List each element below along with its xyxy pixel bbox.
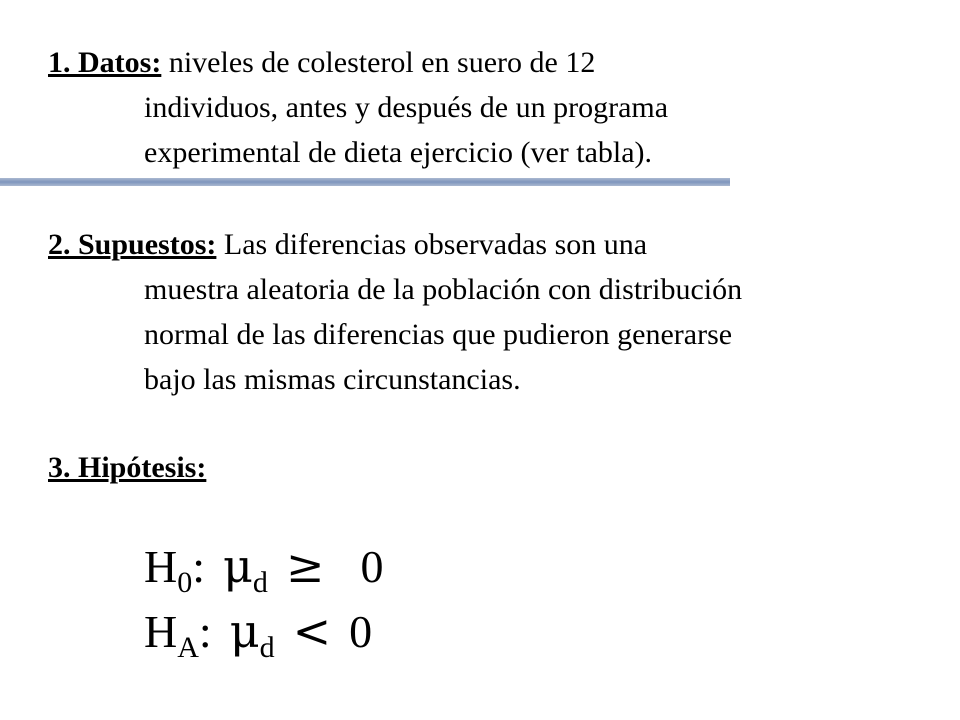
section-heading-datos: 1. Datos:: [48, 46, 162, 79]
section-text-supuestos-line-4: bajo las mismas circunstancias.: [144, 363, 521, 396]
section-datos: [48, 40, 908, 175]
alternative-hypothesis: [144, 603, 373, 664]
alternative-hypothesis-colon: :: [198, 606, 212, 657]
section-heading-supuestos: 2. Supuestos:: [48, 228, 217, 261]
title-divider-bar: [0, 178, 730, 186]
alternative-hypothesis-relation: <: [292, 604, 332, 658]
null-hypothesis-colon: :: [192, 541, 206, 592]
null-hypothesis-letter: H: [144, 541, 178, 592]
alternative-hypothesis-mu: μ: [229, 604, 260, 658]
alternative-hypothesis-letter: H: [144, 606, 178, 657]
null-hypothesis-subscript: 0: [177, 566, 193, 599]
section-text-supuestos-line-3: normal de las diferencias que pudieron generarse: [144, 318, 733, 351]
section-text-datos-line-3: experimental de dieta ejercicio (ver tabla).: [144, 136, 653, 169]
section-text-datos-line-1: niveles de colesterol en suero de 12: [161, 46, 596, 79]
null-hypothesis-relation: ≥: [285, 539, 325, 593]
section-text-supuestos-line-1: Las diferencias observadas son una: [216, 228, 648, 261]
alternative-hypothesis-subscript: A: [177, 631, 199, 664]
null-hypothesis-mu: μ: [223, 539, 253, 593]
section-supuestos: [48, 222, 908, 402]
null-hypothesis-mu-subscript: d: [252, 566, 268, 599]
alternative-hypothesis-mu-subscript: d: [259, 631, 275, 664]
section-text-datos-line-2: individuos, antes y después de un programa: [144, 91, 669, 124]
alternative-hypothesis-value: 0: [349, 606, 373, 657]
section-text-supuestos-line-2: muestra aleatoria de la población con distribución: [144, 273, 743, 306]
null-hypothesis: [144, 538, 384, 599]
null-hypothesis-value: 0: [360, 541, 384, 592]
section-heading-hipotesis: 3. Hipótesis:: [48, 451, 207, 484]
section-hipotesis: [48, 445, 908, 490]
